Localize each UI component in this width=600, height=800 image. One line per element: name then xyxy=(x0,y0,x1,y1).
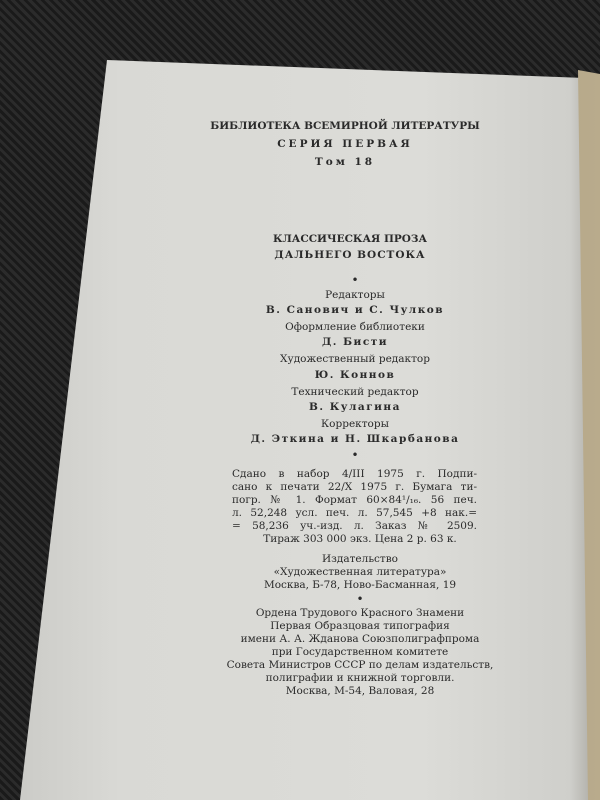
book-title-line: ДАЛЬНЕГО ВОСТОКА xyxy=(274,249,426,261)
print-info-line: погр. № 1. Формат 60×84¹/₁₆. 56 печ. xyxy=(232,494,477,506)
credit-names: Д. Эткина и Н. Шкарбанова xyxy=(250,433,460,445)
printer-line: Москва, М-54, Валовая, 28 xyxy=(285,685,435,697)
separator: • xyxy=(351,448,359,462)
print-info-line: = 58,236 уч.-изд. л. Заказ № 2509. xyxy=(232,520,477,532)
publisher-line: Москва, Б-78, Ново-Басманная, 19 xyxy=(263,579,457,591)
credit-names: Ю. Коннов xyxy=(314,369,396,381)
print-info-line: л. 52,248 усл. печ. л. 57,545 +8 нак.= xyxy=(232,507,477,519)
print-info-line: Сдано в набор 4/III 1975 г. Подпи- xyxy=(232,468,477,480)
credit-role: Корректоры xyxy=(321,418,389,430)
separator: • xyxy=(356,592,364,606)
print-info-line: Тираж 303 000 экз. Цена 2 р. 63 к. xyxy=(263,533,457,545)
credit-names: В. Кулагина xyxy=(309,401,401,413)
series-title: БИБЛИОТЕКА ВСЕМИРНОЙ ЛИТЕРАТУРЫ xyxy=(210,120,480,132)
publisher-line: «Художественная литература» xyxy=(273,566,447,578)
credit-role: Редакторы xyxy=(325,289,385,301)
separator: • xyxy=(351,273,359,287)
printer-line: полиграфии и книжной торговли. xyxy=(265,672,455,684)
credit-role: Художественный редактор xyxy=(280,353,430,365)
printer-line: Ордена Трудового Красного Знамени xyxy=(255,607,465,619)
printer-line: при Государственном комитете xyxy=(271,646,449,658)
printer-line: Совета Министров СССР по делам издательств, xyxy=(226,659,494,671)
credit-role: Технический редактор xyxy=(291,386,419,398)
credit-names: Д. Бисти xyxy=(321,336,389,348)
credit-names: В. Санович и С. Чулков xyxy=(265,304,445,316)
series-number: СЕРИЯ ПЕРВАЯ xyxy=(277,138,413,150)
printer-line: Первая Образцовая типография xyxy=(270,620,450,632)
print-info-line: сано к печати 22/X 1975 г. Бумага ти- xyxy=(232,481,477,493)
volume: Том 18 xyxy=(314,156,376,168)
printer-line: имени А. А. Жданова Союзполиграфпрома xyxy=(240,633,480,645)
book-title-line: КЛАССИЧЕСКАЯ ПРОЗА xyxy=(272,233,428,245)
publisher-line: Издательство xyxy=(322,553,398,565)
credit-role: Оформление библиотеки xyxy=(285,321,425,333)
